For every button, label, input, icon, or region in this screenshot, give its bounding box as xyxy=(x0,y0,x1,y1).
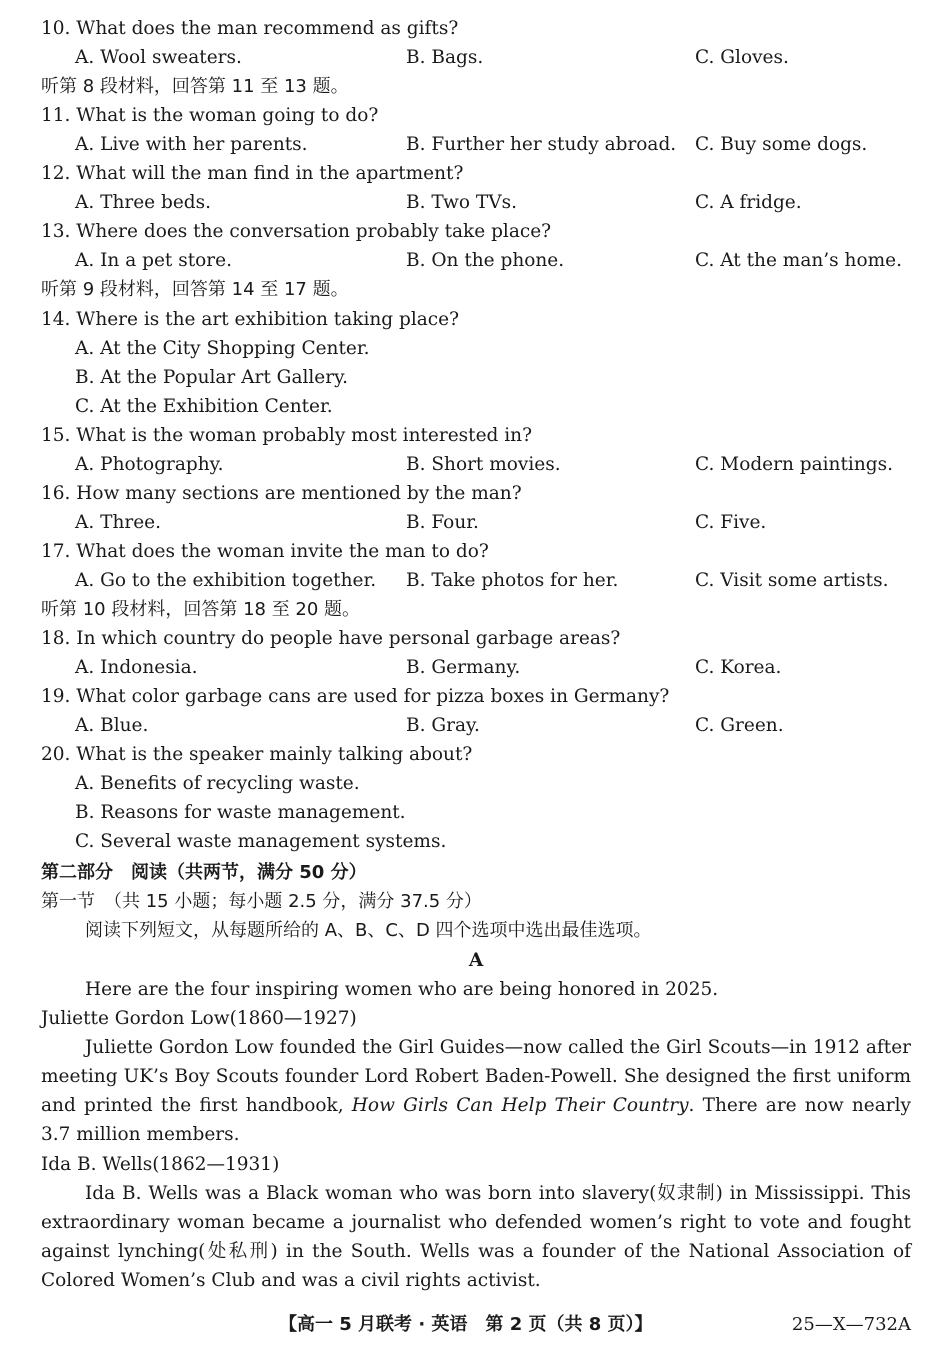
answer-option-c: C. Visit some artists. xyxy=(695,569,889,591)
answer-option-a: A. Three beds. xyxy=(75,192,212,214)
answer-option: C. At the Exhibition Center. xyxy=(75,395,333,417)
person1-text-a: Juliette Gordon Low founded the Girl Guides—now called the Girl Scouts—in 1912 after meeting UK’s Boy Scouts founder Lord Robert Baden-Powell. She designed the first uniform and printed the first handbook, xyxy=(41,1037,911,1116)
answer-option-a: A. Photography. xyxy=(75,453,224,475)
question-stem: 13. Where does the conversation probably take place? xyxy=(41,221,552,243)
answer-options-row xyxy=(41,508,911,537)
question-stem: 15. What is the woman probably most interested in? xyxy=(41,424,533,446)
person2-name: Ida B. Wells(1862—1931) xyxy=(41,1154,280,1175)
reading-instruction: 阅读下列短文，从每题所给的 A、B、C、D 四个选项中选出最佳选项。 xyxy=(85,920,652,941)
answer-options-row xyxy=(41,188,911,217)
section-instruction: 听第 9 段材料，回答第 14 至 17 题。 xyxy=(41,279,349,301)
answer-option-b: B. Further her study abroad. xyxy=(406,134,677,156)
answer-option-c: C. Buy some dogs. xyxy=(695,134,868,156)
answer-option-a: A. Three. xyxy=(75,511,161,533)
person1-paragraph xyxy=(41,1033,911,1149)
person1-name: Juliette Gordon Low(1860—1927) xyxy=(41,1008,357,1029)
answer-option: A. Benefits of recycling waste. xyxy=(75,773,360,795)
answer-option-b: B. Four. xyxy=(406,511,479,533)
answer-option-b: B. Two TVs. xyxy=(406,192,517,214)
section-instruction: 听第 10 段材料，回答第 18 至 20 题。 xyxy=(41,599,361,620)
part2-heading: 第二部分 阅读（共两节，满分 50 分） xyxy=(41,862,367,883)
page-footer xyxy=(41,1310,911,1340)
person2-paragraph xyxy=(41,1179,911,1295)
section1-heading: 第一节 （共 15 小题；每小题 2.5 分，满分 37.5 分） xyxy=(41,891,482,912)
question-stem: 11. What is the woman going to do? xyxy=(41,105,379,127)
question-stem: 10. What does the man recommend as gifts? xyxy=(41,18,459,39)
answer-option: C. Several waste management systems. xyxy=(75,831,447,853)
answer-option: A. At the City Shopping Center. xyxy=(75,337,370,359)
question-stem: 19. What color garbage cans are used for pizza boxes in Germany? xyxy=(41,686,670,708)
answer-option-a: A. Wool sweaters. xyxy=(75,47,242,69)
answer-option-a: A. In a pet store. xyxy=(75,250,232,272)
passage-label: A xyxy=(468,950,484,971)
answer-option-b: B. Short movies. xyxy=(406,453,561,475)
answer-option-c: C. Green. xyxy=(695,715,784,737)
answer-option-b: B. Bags. xyxy=(406,47,484,69)
answer-option-b: B. Gray. xyxy=(406,715,480,737)
answer-options-row xyxy=(41,566,911,595)
footer-code: 25—X—732A xyxy=(791,1314,911,1335)
question-stem: 14. Where is the art exhibition taking place? xyxy=(41,308,460,330)
answer-option-c: C. Five. xyxy=(695,511,767,533)
answer-option-a: A. Blue. xyxy=(75,715,149,737)
person1-book-title: How Girls Can Help Their Country xyxy=(351,1095,689,1116)
passage-intro: Here are the four inspiring women who are being honored in 2025. xyxy=(85,979,719,1000)
answer-option-c: C. Modern paintings. xyxy=(695,453,893,475)
answer-options-row xyxy=(41,653,911,682)
answer-option-b: B. Take photos for her. xyxy=(406,569,619,591)
person2-text: Ida B. Wells was a Black woman who was born into slavery(奴隶制) in Mississippi. This extraordinary woman became a journalist who defended women’s right to vote and fought against lynching(处私刑) in the South. Wells was a founder of the National Association of Colored Women’s Club and was a civil rights activist. xyxy=(41,1183,911,1291)
question-stem: 18. In which country do people have personal garbage areas? xyxy=(41,628,621,650)
section-instruction: 听第 8 段材料，回答第 11 至 13 题。 xyxy=(41,76,349,98)
answer-option-b: B. On the phone. xyxy=(406,250,565,272)
answer-option-a: A. Go to the exhibition together. xyxy=(75,569,377,591)
answer-option-a: A. Indonesia. xyxy=(75,657,198,679)
answer-options-row xyxy=(41,450,911,479)
answer-option-b: B. Germany. xyxy=(406,657,521,679)
question-stem: 20. What is the speaker mainly talking about? xyxy=(41,744,473,766)
footer-title: 【高一 5 月联考 · 英语 第 2 页（共 8 页）】 xyxy=(279,1314,653,1335)
question-stem: 16. How many sections are mentioned by the man? xyxy=(41,482,522,504)
answer-option-c: C. Gloves. xyxy=(695,47,789,69)
answer-option-c: C. Korea. xyxy=(695,657,782,679)
answer-options-row xyxy=(41,246,911,275)
answer-option-c: C. A fridge. xyxy=(695,192,802,214)
answer-options-row xyxy=(41,43,911,72)
answer-options-row xyxy=(41,711,911,740)
question-stem: 17. What does the woman invite the man to do? xyxy=(41,540,489,562)
question-stem: 12. What will the man find in the apartment? xyxy=(41,163,464,185)
person1-text-b: . There are now nearly 3.7 million members. xyxy=(41,1095,911,1145)
answer-option-a: A. Live with her parents. xyxy=(75,134,308,156)
answer-option: B. At the Popular Art Gallery. xyxy=(75,366,348,388)
answer-option-c: C. At the man’s home. xyxy=(695,250,902,272)
answer-options-row xyxy=(41,130,911,159)
answer-option: B. Reasons for waste management. xyxy=(75,802,406,824)
